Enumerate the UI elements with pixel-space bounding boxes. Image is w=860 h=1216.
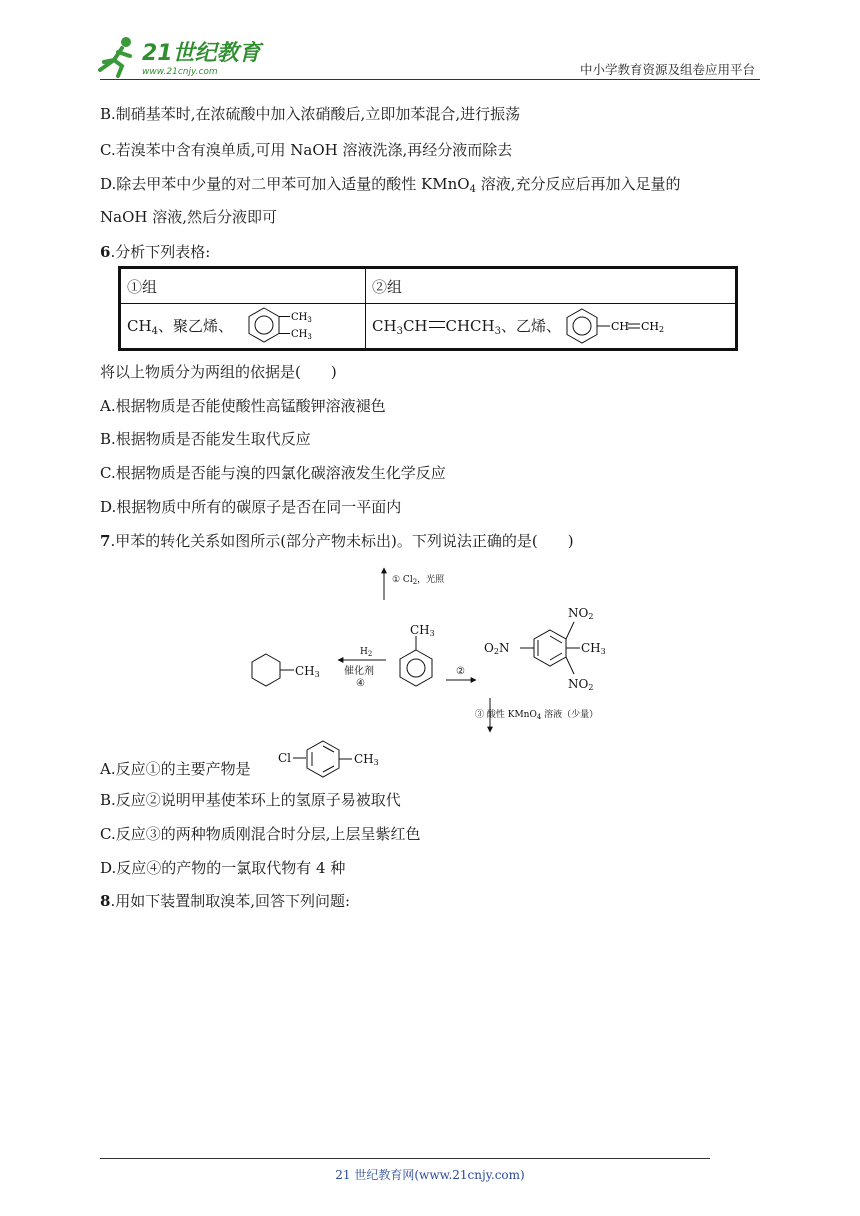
svg-text:CH3: $CH_3$ (291, 312, 312, 324)
header-divider (100, 79, 760, 80)
q8-stem: 8.用如下装置制取溴苯,回答下列问题: (100, 892, 351, 910)
header-platform: 中小学教育资源及组卷应用平台 (579, 62, 755, 77)
q6-option-c: C.根据物质是否能与溴的四氯化碳溶液发生化学反应 (100, 464, 446, 482)
q6-stem: 6.分析下列表格: (100, 243, 211, 261)
styrene-structure (562, 306, 682, 346)
q6-option-d: D.根据物质中所有的碳原子是否在同一平面内 (100, 498, 402, 516)
q7-option-d: D.反应④的产物的一氯取代物有 4 种 (100, 859, 346, 877)
q6-option-a: A.根据物质是否能使酸性高锰酸钾溶液褪色 (100, 397, 386, 415)
q6-header-group1: ①组 (120, 268, 366, 304)
q6-group1-cell: $CH_4$、聚乙烯、 (120, 304, 366, 350)
svg-text:CH3: CH3 (354, 752, 379, 767)
svg-text:H2: $H_2$ (360, 647, 373, 658)
q6-option-b: B.根据物质是否能发生取代反应 (100, 430, 311, 448)
site-logo (92, 30, 272, 80)
svg-text:④: ④ (356, 678, 365, 689)
svg-text:③ 酸性 KMnO4 溶液（少量）: ③ 酸性 KMnO$_4$ 溶液（少量） (475, 710, 599, 721)
svg-text:②: ② (456, 666, 465, 677)
svg-text:CH: CH (611, 320, 630, 333)
svg-text:CH3: CH3 (410, 623, 435, 638)
svg-text:CH3: CH3 (581, 641, 606, 656)
svg-text:CH2: CH2 (641, 320, 665, 334)
svg-text:① Cl2，光照: ① $Cl_2$，光照 (392, 575, 445, 586)
q5-option-d: D.除去甲苯中少量的对二甲苯可加入适量的酸性 KMnO$_4$ 溶液,充分反应后再加入足量的 (100, 175, 681, 195)
q5-option-d-cont: NaOH 溶液,然后分液即可 (100, 208, 277, 226)
svg-text:Cl: Cl (278, 751, 292, 765)
o-xylene-structure (238, 304, 322, 350)
p-chlorotoluene-structure (276, 738, 396, 780)
svg-text:CH3: CH3 (295, 664, 320, 679)
svg-text:NO2: NO2 (568, 677, 594, 692)
logo-url-text: www.21cnjy.com (142, 67, 218, 77)
q5-option-c: C.若溴苯中含有溴单质,可用 NaOH 溶液洗涤,再经分液而除去 (100, 141, 513, 159)
svg-text:催化剂: 催化剂 (344, 666, 374, 677)
q7-option-b: B.反应②说明甲基使苯环上的氢原子易被取代 (100, 791, 401, 809)
footer-text: 21 世纪教育网(www.21cnjy.com) (335, 1168, 525, 1182)
toluene-reaction-scheme (240, 560, 640, 740)
svg-text:CH3: $CH_3$ (291, 329, 312, 341)
q6-group2-cell: $CH_3CH$ $CHCH_3$、乙烯、 (366, 304, 737, 350)
svg-text:NO2: NO2 (568, 606, 594, 621)
q7-option-a: A.反应①的主要产物是 (100, 760, 251, 778)
runner-icon (100, 37, 131, 76)
q6-question: 将以上物质分为两组的依据是( ) (100, 363, 337, 381)
logo-main-text: 21世纪教育 (142, 41, 261, 66)
q5-option-b: B.制硝基苯时,在浓硫酸中加入浓硝酸后,立即加苯混合,进行振荡 (100, 105, 521, 123)
q7-stem: 7.甲苯的转化关系如图所示(部分产物未标出)。下列说法正确的是( ) (100, 532, 574, 550)
svg-text:O2N: O2N (484, 641, 510, 656)
footer-divider (100, 1158, 710, 1159)
q6-header-group2: ②组 (366, 268, 737, 304)
q7-option-c: C.反应③的两种物质刚混合时分层,上层呈紫红色 (100, 825, 421, 843)
